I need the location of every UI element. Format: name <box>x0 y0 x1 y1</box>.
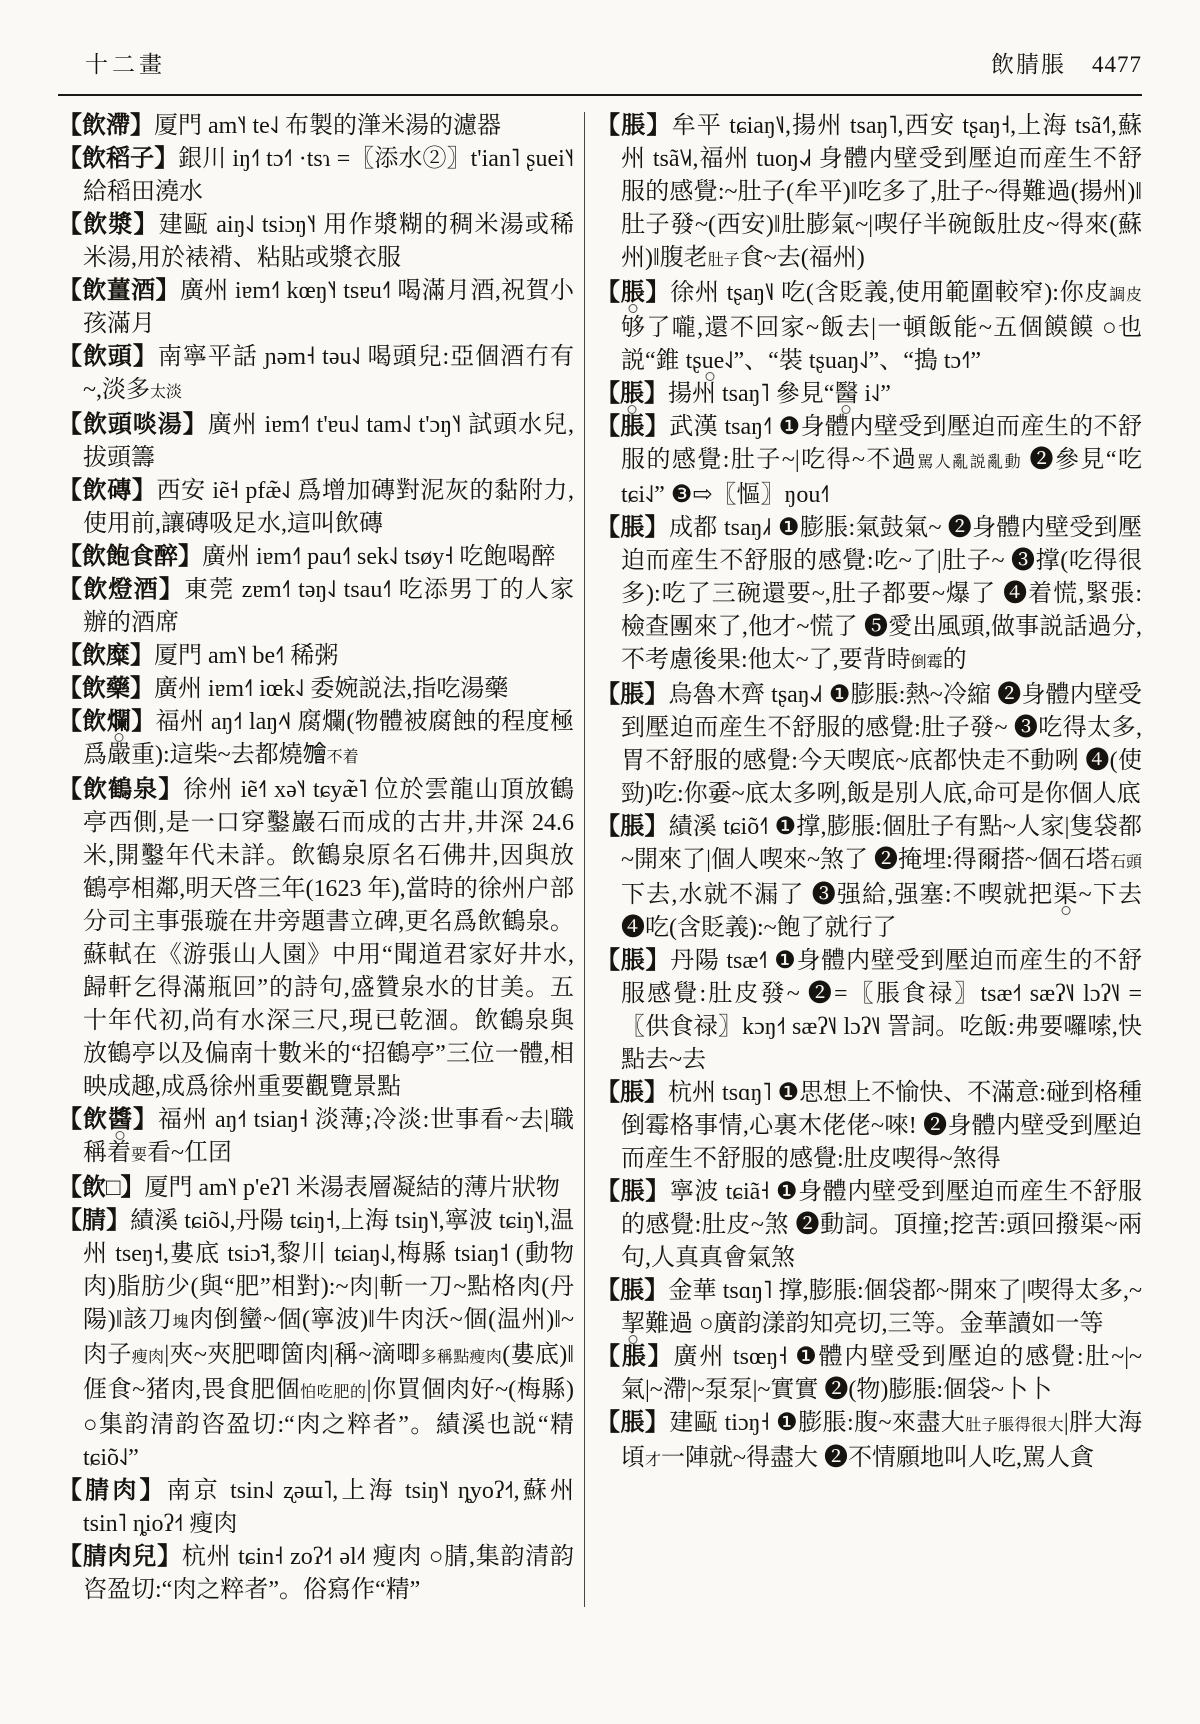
headword: 【脹】 <box>596 1080 669 1106</box>
small-gloss: 多稱點瘦肉 <box>420 1349 503 1366</box>
page-header <box>58 0 1142 79</box>
entry-text: 一陣就~得盡大 ❷不情願地叫人吃,駡人貪 <box>661 1445 1094 1471</box>
entry-text: ”、“裝 tʂuaŋ˨˩”、“搗 tɔ˧˥” <box>733 348 982 374</box>
headword: 】 <box>132 1107 158 1133</box>
entry-text: 杭州 tsɑŋ˥ ❶思想上不愉快、不滿意:碰到格種倒霉格事情,心裏木佬佬~唻! ❷身體内壁受到壓迫而産生不舒服的感覺:肚皮喫得~煞得 <box>621 1080 1142 1172</box>
dictionary-entry <box>58 673 574 706</box>
dictionary-entry <box>58 541 574 574</box>
dictionary-entry <box>58 574 574 640</box>
entry-text: 看~仜囝 <box>147 1140 232 1166</box>
entry-text: 成都 tsaŋ˩˧ ❶膨脹:氣鼓氣~ ❷身體内壁受到壓迫而産生不舒服的感覺:吃~了|肚子~ ❸撑(吃得很多):吃了三碗還要~,肚子都要~爆了 ❹着慌,緊張:檢查團來了,他才~慌了 ❺愛出風頭,做事説話過分,不考慮後果:他太~了,要背時 <box>621 515 1143 673</box>
entry-text: 揚州 tsaŋ˥ 參見“ <box>668 381 835 407</box>
headword: 【飲滯】 <box>58 113 154 139</box>
headword: 【腈肉】 <box>58 1478 167 1504</box>
headword: 醬 <box>107 1107 133 1133</box>
dictionary-entry <box>596 1407 1142 1477</box>
running-head <box>991 46 1142 79</box>
small-gloss: 要 <box>131 1147 148 1164</box>
entry-text: (婁底)‖𠊎食~猪肉,畏食肥個 <box>83 1342 574 1403</box>
small-gloss: 太淡 <box>149 384 182 401</box>
headword: 【脹】 <box>596 515 669 541</box>
headword: 【飲薑酒】 <box>58 278 180 304</box>
dictionary-entry <box>596 811 1142 945</box>
dictionary-entry <box>58 409 574 475</box>
entry-text: 肉倒蠻~個(寧波)‖牛肉沃~個(温州)‖~肉子 <box>83 1307 574 1368</box>
entry-text: 丹陽 tsæ˧˥ ❶身體内壁受到壓迫而産生的不舒服感覺:肚皮發~ ❷=〖脹食禄〗tsæ˧˦ sæʔ˥˩ lɔʔ˥˩ =〖供食禄〗kɔŋ˧˦ sæʔ˥˩ lɔʔ˥˩ 詈詞。吃飯:弗要囉嗦,快點去~去 <box>621 948 1143 1073</box>
entry-text: 東莞 zɐm˧˥ təŋ˨˩ tsau˧˥ 吃添男丁的人家辦的酒席 <box>83 577 574 636</box>
right-column <box>596 110 1142 1607</box>
dictionary-entry <box>58 1104 574 1172</box>
headword: 【脹】 <box>596 1344 674 1370</box>
column-divider <box>584 112 585 1607</box>
entry-text: ~下去 ❹吃(含貶義):~飽了就行了 <box>621 882 1143 941</box>
headword: 【飲藥】 <box>58 676 154 702</box>
dictionary-entry <box>596 378 1142 411</box>
dictionary-entry <box>596 1275 1142 1341</box>
dictionary-entry <box>58 110 574 143</box>
dictionary-entry <box>58 1205 574 1475</box>
entry-text: ❷參見“吃 tɕi˨˩” ❸⇨〖慪〗ŋou˧˥ <box>621 447 1142 508</box>
headword: 】 <box>645 280 671 306</box>
entry-text: 徐州 tʂaŋ˥˩ 吃(含貶義,使用範圍較窄):你皮 <box>670 280 1110 306</box>
header-rule <box>58 94 1142 96</box>
guide-words: 飲腈脹 <box>991 52 1066 77</box>
entry-text: 食~去(福州) <box>739 245 865 271</box>
dictionary-entry <box>596 277 1142 378</box>
entry-text: i˨˩” <box>858 381 891 407</box>
dictionary-entry <box>58 1475 574 1541</box>
headword: 【飲糜】 <box>58 643 154 669</box>
entry-text: 下去,水就不漏了 ❸强給,强塞:不喫就把 <box>621 882 1054 908</box>
headword: 【飲稻子】 <box>58 146 179 172</box>
dictionary-entry <box>596 512 1142 679</box>
small-gloss: 塊 <box>172 1314 190 1331</box>
entry-text: |你買個肉好~(梅縣) ○集韵清韵咨盈切:“肉之粹者”。績溪也説“精 tɕiõ˨˩” <box>83 1377 574 1471</box>
headword: 【脹】 <box>596 1179 670 1205</box>
small-gloss: 調皮 <box>1109 287 1142 304</box>
entry-text: 徐州 iẽ˧˥ xə˥˧ tɕyæ̃˥ 位於雲龍山頂放鶴亭西側,是一口穿鑿巖石而成的古井,井深 24.6 米,開鑿年代未詳。飲鶴泉原名石佛井,因與放鶴亭相鄰,明天啓三年(1623 年),當時的徐州户部分司主事張璇在井旁題書立碑,更名爲飲鶴泉。蘇軾在《游張山人園》中用“聞道君家好井水,歸軒乞得滿瓶回”的詩句,盛贊泉水的甘美。五十年代初,尚有水深三尺,現已乾涸。飲鶴泉與放鶴亭以及偏南十數米的“招鶴亭”三位一體,相映成趣,成爲徐州重要觀覽景點 <box>83 777 574 1100</box>
headword: 【飲飽食醉】 <box>58 544 202 570</box>
entry-text: 南寧平話 ɲəm˧ təu˨˩ 喝頭兒:亞個酒冇有~,淡多 <box>83 344 574 403</box>
dictionary-entry <box>596 1341 1142 1407</box>
entry-text: 厦門 am˥˧ te˨˩ 布製的潷米湯的濾器 <box>154 113 502 139</box>
ring-annotated-text: 渠 <box>1053 882 1079 908</box>
headword: 【脹】 <box>596 414 670 440</box>
headword: 【脹】 <box>596 1410 670 1436</box>
dictionary-entry <box>58 640 574 673</box>
entry-text: 南京 tsin˨˩ ʐəɯ˥,上海 tsiŋ˥˧ ȵyoʔ˧˦,蘇州 tsin˥ ȵioʔ˧˦ 瘦肉 <box>83 1478 574 1537</box>
headword: 【腈肉兒】 <box>58 1544 182 1570</box>
headword: 脹 <box>620 280 646 306</box>
entry-text: 建甌 aiŋ˨˩ tsiɔŋ˥˧ 用作漿糊的稠米湯或稀米湯,用於裱褙、粘貼或漿衣服 <box>83 212 574 271</box>
entry-text: |胖大海頃 <box>621 1410 1143 1471</box>
dictionary-entry <box>596 1176 1142 1275</box>
entry-text: 廣州 iɐm˧˥ pau˧˥ sek˨˩ tsøy˧ 吃飽喝醉 <box>202 544 556 570</box>
headword: 【脹】 <box>596 113 672 139</box>
entry-text: 杭州 tɕin˧ zoʔ˧˦ əl˨˦ 瘦肉 ○腈,集韵清韵咨盈切:“肉之粹者”。俗寫作“精” <box>83 1544 575 1603</box>
small-gloss: 才 <box>645 1452 662 1469</box>
small-gloss: 肚子 <box>707 252 740 269</box>
ring-annotated-text: 醫 <box>834 381 859 407</box>
page-number: 4477 <box>1092 52 1142 77</box>
small-gloss: 不着 <box>326 749 359 766</box>
entry-text: 廣州 iɐm˧˥ iœk˨˩ 委婉説法,指吃湯藥 <box>154 676 509 702</box>
small-gloss: 倒霉 <box>910 654 943 671</box>
dictionary-entry <box>596 110 1142 277</box>
dictionary-entry <box>58 706 574 774</box>
dictionary-entry <box>596 1077 1142 1176</box>
section-label: 十二畫 <box>85 52 166 77</box>
small-gloss: 石頭 <box>1109 854 1142 871</box>
headword: 脹 <box>620 381 644 407</box>
entry-text: 西安 iẽ˧ pfæ̃˨˩ 爲增加磚對泥灰的黏附力,使用前,讓磚吸足水,這叫飲磚 <box>83 478 575 537</box>
headword: 【飲 <box>58 709 107 735</box>
dictionary-entry <box>58 475 574 541</box>
headword: 【脹】 <box>596 682 669 708</box>
dictionary-entry <box>596 411 1142 512</box>
entry-text: 廣州 tsœŋ˧ ❶體内壁受到壓迫的感覺:肚~|~氣|~滯|~泵泵|~實實 ❷(物)膨脹:個袋~卜卜 <box>621 1344 1142 1403</box>
left-column <box>58 110 574 1607</box>
ring-annotated-text: 挈 <box>621 1311 645 1337</box>
entry-text: 福州 aŋ˧˦ tsiaŋ˧ 淡薄;冷淡:世事看~去|職稱着 <box>83 1107 575 1166</box>
headword: 】 <box>131 709 156 735</box>
headword: 】 <box>644 381 668 407</box>
headword: 【飲磚】 <box>58 478 157 504</box>
headword: 【飲□】 <box>58 1175 145 1201</box>
entry-text: 績溪 tɕiõ˧˥ ❶撑,膨脹:個肚子有點~人家|隻袋都~開來了|個人喫來~煞了 ❷掩埋:得爾搭~個石塔 <box>621 814 1142 873</box>
entry-text: 金華 tsɑŋ˥ 撑,膨脹:個袋都~開來了|喫得太多,~ <box>668 1278 1143 1304</box>
headword: 【腈】 <box>58 1208 131 1234</box>
entry-text: 武漢 tsaŋ˧˥ ❶身體内壁受到壓迫而産生的不舒服的感覺:肚子~|吃得~不過 <box>621 414 1143 473</box>
small-gloss: 肚子脹得很大 <box>965 1417 1064 1434</box>
dictionary-entry <box>596 945 1142 1077</box>
headword: 【 <box>596 381 620 407</box>
headword: 【飲頭】 <box>58 344 158 370</box>
dictionary-entry <box>58 1541 574 1607</box>
dictionary-entry <box>58 275 574 341</box>
entry-text: 寧波 tɕiã˧ ❶身體内壁受到壓迫而産生不舒服的感覺:肚皮~煞 ❷動詞。頂撞;挖苦:頭回撥渠~兩句,人真真會氣煞 <box>621 1179 1143 1271</box>
dictionary-entry <box>58 143 574 209</box>
entry-text: 厦門 am˥˧ be˧˥ 稀粥 <box>154 643 339 669</box>
dictionary-body <box>58 110 1142 1607</box>
entry-text: 厦門 am˥˧ p'eʔ˥ 米湯表層凝結的薄片狀物 <box>144 1175 560 1201</box>
headword: 【飲頭啖湯】 <box>58 412 208 438</box>
entry-text: 難過 ○廣韵漾韵知亮切,三等。金華讀如一等 <box>645 1311 1104 1337</box>
dictionary-entry <box>58 209 574 275</box>
headword: 【脹】 <box>596 1278 669 1304</box>
small-gloss: 駡人亂説亂動 <box>917 454 1023 471</box>
headword: 【脹】 <box>596 948 671 974</box>
entry-text: 績溪 tɕiõ˨˩,丹陽 tɕiŋ˧,上海 tsiŋ˥˧,寧波 tɕiŋ˥˧,温州 tseŋ˧,婁底 tsiɔ̃˧,黎川 tɕiaŋ˨˩,梅縣 tsiaŋ˦ (動物肉)脂肪少(與“肥”相對):~肉|斬一刀~點格肉(丹陽)‖該刀 <box>83 1208 574 1333</box>
headword: 【 <box>596 280 621 306</box>
ring-annotated-text: tʂue˨˩ <box>685 348 734 374</box>
headword: 爛 <box>106 709 132 735</box>
dictionary-entry <box>58 341 574 409</box>
entry-text: 銀川 iŋ˧˥ tɔ˧˥ ·tsɿ =〖添水②〗t'ian˥ ʂuei˥˧ 給稻田澆水 <box>83 146 575 205</box>
entry-text: 的 <box>942 647 967 673</box>
entry-text: |夾~夾肥唧箇肉|稱~滴唧 <box>164 1342 421 1368</box>
small-gloss: 瘦肉 <box>131 1349 165 1366</box>
headword: 【飲漿】 <box>58 212 159 238</box>
small-gloss: 怕吃肥的 <box>300 1384 367 1401</box>
entry-text: 福州 aŋ˧˦ laŋ˨˦˨ 腐爛(物體被腐蝕的程度極爲嚴重):這柴~去都燒𣍐 <box>83 709 575 768</box>
headword: 【脹】 <box>596 814 669 840</box>
entry-text: 廣州 iɐm˧˥ t'ɐu˨˩ tam˨˩ t'ɔŋ˥˧ 試頭水兒,拔頭籌 <box>83 412 574 471</box>
entry-text: 烏魯木齊 tʂaŋ˨˩˧ ❶膨脹:熱~冷縮 ❷身體内壁受到壓迫而産生不舒服的感覺:肚子發~ ❸吃得太多,胃不舒服的感覺:今天喫底~底都快走不動咧 ❹(使勁)吃:你嫑~底太多咧,飯是別人底,命可是你個人底 <box>621 682 1143 807</box>
dictionary-entry <box>58 774 574 1104</box>
entry-text: 牟平 tɕiaŋ˥˩,揚州 tsaŋ˥,西安 tʂaŋ˧,上海 tsã˧˥,蘇州 tsã˥˩˧,福州 tuoŋ˨˩˧ 身體内壁受到壓迫而産生不舒服的感覺:~肚子(牟平)‖吃多了,肚子~得難過(揚州)‖肚子發~(西安)‖肚膨氣~|喫仔半碗飯肚皮~得來(蘇州)‖腹老 <box>621 113 1143 271</box>
entry-text: 廣州 iɐm˧˥ kœŋ˥˧ tsɐu˧˥ 喝滿月酒,祝賀小孩滿月 <box>83 278 574 337</box>
dictionary-entry <box>596 679 1142 811</box>
headword: 【飲 <box>58 1107 108 1133</box>
entry-text: 建甌 tiɔŋ˧ ❶膨脹:腹~來盡大 <box>669 1410 966 1436</box>
headword: 【飲鶴泉】 <box>58 777 184 803</box>
entry-text: 够了嚨,還不回家~飯去|一頓飯能~五個饃饃 ○也説“錐 <box>621 315 1142 374</box>
headword: 【飲燈酒】 <box>58 577 185 603</box>
dictionary-entry <box>58 1172 574 1205</box>
